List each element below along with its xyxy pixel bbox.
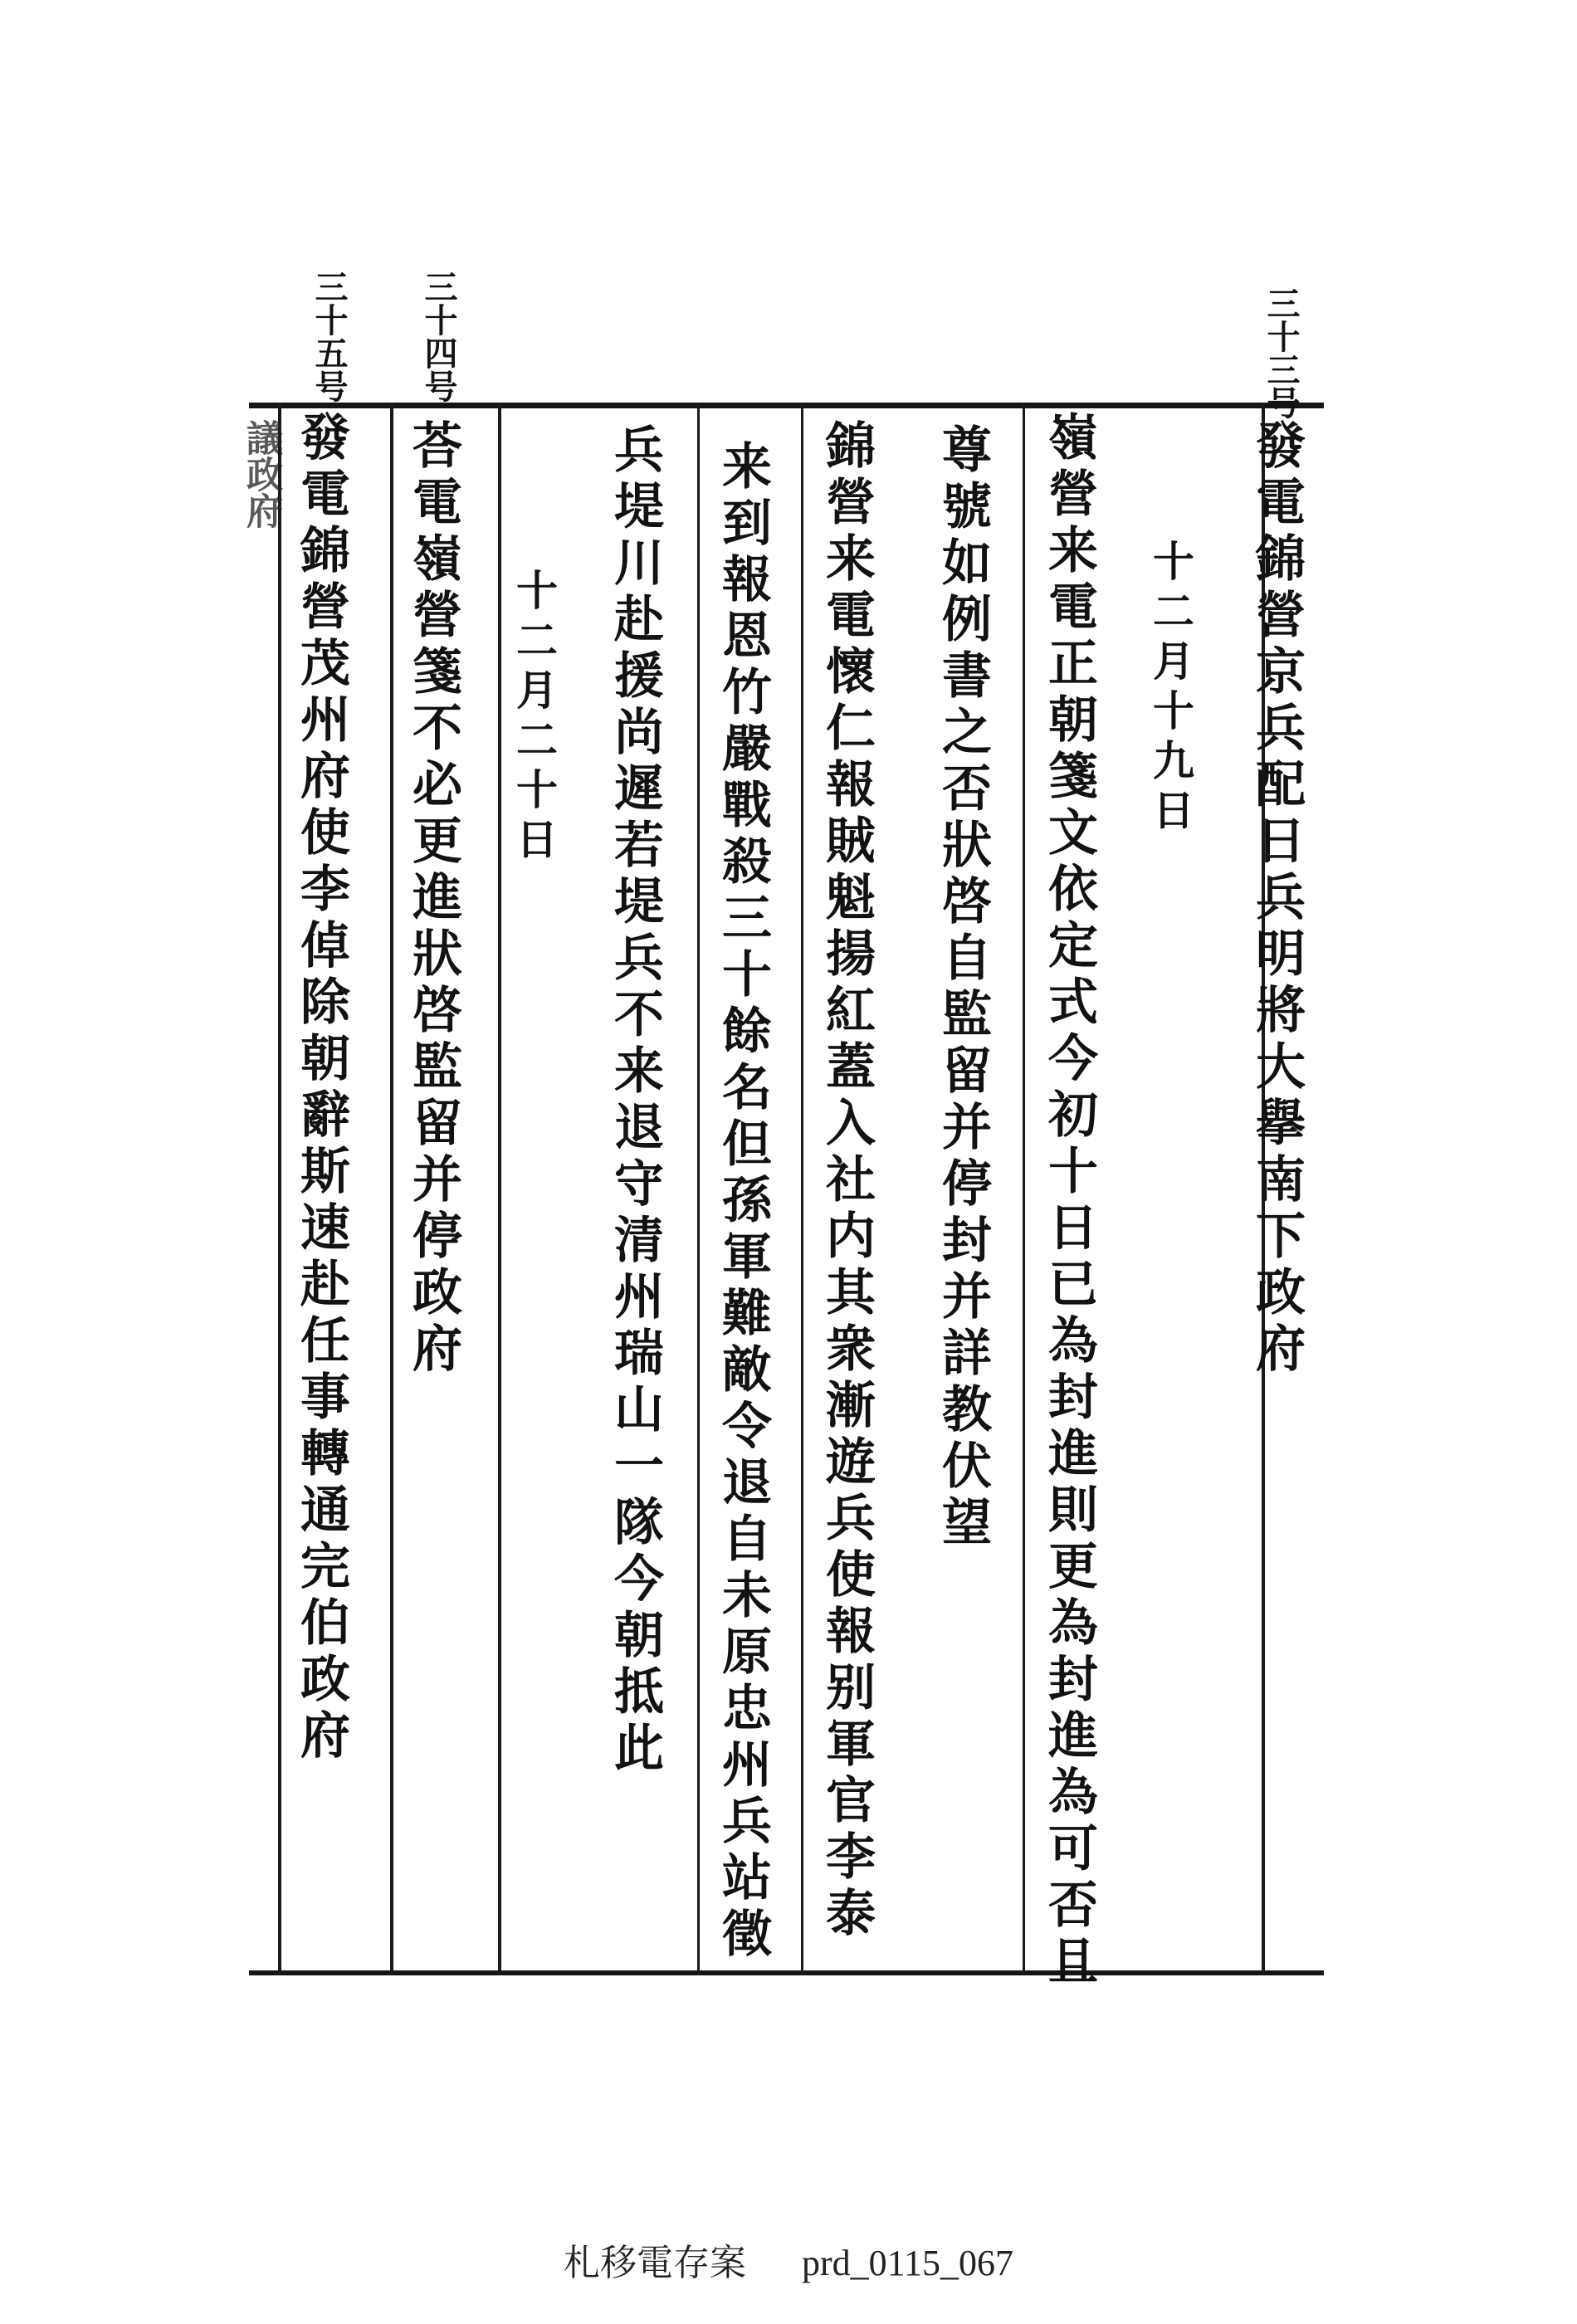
page-footer (0, 2233, 1577, 2286)
margin-text: 議政府 (240, 419, 282, 529)
date-column-19: 十二月十九日 (1146, 540, 1195, 838)
text-column-1: 發電錦營京兵配日兵明將大擧南下政府 (1247, 419, 1306, 1379)
column-rule (697, 403, 700, 1975)
footer-code: prd_0115_067 (801, 2243, 1014, 2283)
column-rule (390, 403, 393, 1975)
text-column-5: 錦營来電懷仁報賊魁揚紅蓋入社内其衆漸遊兵使報别軍官李泰 (818, 419, 876, 1943)
column-rule (801, 403, 803, 1975)
text-column-3: 嶺營来電正朝箋文依定式今初十日已為封進則更為封進為可否且 (1040, 411, 1098, 1991)
footer-title: 札移電存案 (563, 2243, 746, 2283)
doc-number-33: 三十三号 (1262, 286, 1301, 419)
doc-number-34: 三十四号 (419, 270, 458, 403)
date-column-20: 十二月二十日 (510, 569, 559, 867)
text-column-7: 兵堤川赴援尚遲若堤兵不来退守清州瑞山一隊今朝抵此 (606, 423, 664, 1778)
text-column-9: 荅電嶺營箋不必更進狀啓監留并停政府 (404, 419, 462, 1379)
column-rule (498, 403, 501, 1975)
text-column-6: 来到報恩竹嚴戰殺三十餘名但孫軍難敵令退自未原忠州兵站徵 (714, 440, 772, 1964)
column-rule (1023, 403, 1025, 1975)
column-rule (278, 403, 281, 1975)
text-column-4: 尊號如例書之否狀啓自監留并停封并詳教伏望 (934, 423, 992, 1552)
doc-number-35: 三十五号 (310, 270, 349, 403)
text-column-10: 發電錦營茂州府使李倬除朝辭斯速赴任事轉通完伯政府 (292, 411, 350, 1765)
